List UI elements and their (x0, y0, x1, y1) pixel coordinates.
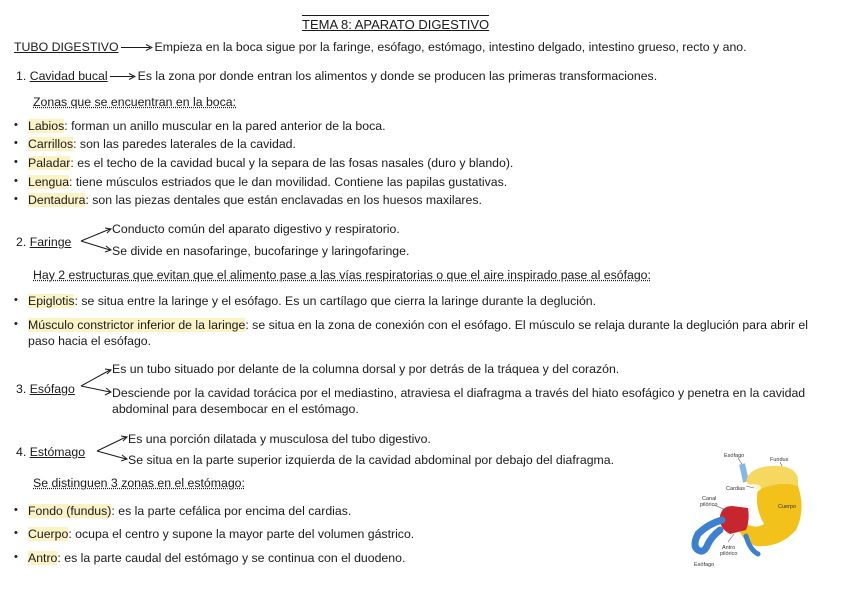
list-item (28, 504, 351, 519)
arrow-right-icon (121, 43, 153, 52)
section-3-branch-1: Es un tubo situado por delante de la columna dorsal y por detrás de la tráquea y del corazón. (112, 362, 620, 376)
item-text: : es la parte cefálica por encima del cardias. (111, 504, 352, 518)
section-2-branch-2: Se divide en nasofaringe, bucofaringe y laringofaringe. (112, 244, 410, 258)
bullet-icon: • (14, 551, 18, 563)
esophagus-shape (742, 464, 746, 482)
label-fundus: Fundus (770, 457, 789, 463)
label-antro-piloric: pilórico (720, 551, 738, 557)
bullet-icon: • (14, 318, 18, 330)
section-3-number: 3. (16, 382, 27, 396)
section-2-label: Faringe (29, 235, 72, 249)
item-term: Músculo constrictor inferior de la laringe (28, 318, 246, 332)
section-2-branch-1: Conducto común del aparato digestivo y respiratorio. (112, 222, 400, 236)
item-text: : ocupa el centro y supone la mayor parte del volumen gástrico. (68, 527, 415, 541)
intro-label: TUBO DIGESTIVO (14, 40, 119, 54)
section-4-label: Estómago (29, 445, 86, 459)
section-1-text: Es la zona por donde entran los alimentos y donde se producen las primeras transformaciones. (137, 69, 658, 83)
list-item (28, 119, 386, 134)
item-term: Carrillos (28, 137, 74, 151)
item-term: Labios (28, 119, 65, 133)
stomach-diagram (684, 450, 834, 574)
label-antro: Antro (722, 545, 736, 551)
section-4-branch-2: Se situa en la parte superior izquierda de la cavidad abdominal por debajo del diafragma. (128, 453, 615, 467)
item-text: : son las paredes laterales de la cavidad. (73, 137, 296, 151)
section-2-number: 2. (16, 235, 27, 249)
arrow-right-icon (110, 72, 136, 81)
intro-line (14, 40, 747, 55)
bullet-icon: • (14, 527, 18, 539)
page-title: TEMA 8: APARATO DIGESTIVO (302, 17, 490, 32)
branch-arrow-icon (80, 226, 114, 256)
section-1-number: 1. (16, 69, 27, 83)
list-item (28, 137, 296, 152)
list-item (28, 551, 405, 566)
label-canal-piloric: pilórico (700, 502, 718, 508)
section-2-heading: Hay 2 estructuras que evitan que el alimento pase a las vías respiratorias o que el aire inspirado pase al esófago: (33, 268, 651, 282)
bullet-icon: • (14, 137, 18, 149)
section-3-branch-2: Desciende por la cavidad torácica por el mediastino, atraviesa el diafragma a través del hiato esofágico y penetra en la cavidad abdominal para desembocar en el estómago. (112, 386, 806, 416)
item-text: : son las piezas dentales que están enclavadas en los huesos maxilares. (85, 193, 482, 207)
list-item (28, 318, 833, 349)
item-text: : se situa en la zona de conexión con el esófago. El músculo se relaja durante la deglución para abrir el paso hacia el esófago. (28, 318, 808, 348)
item-text: : tiene músculos estriados que le dan movilidad. Contiene las papilas gustativas. (69, 175, 508, 189)
bullet-icon: • (14, 119, 18, 131)
label-cardias: Cardias (726, 486, 745, 492)
section-2-header (16, 235, 71, 250)
label-cuerpo: Cuerpo (778, 504, 797, 510)
item-term: Epiglotis (28, 294, 75, 308)
intro-text: Empieza en la boca sigue por la faringe, esófago, estómago, intestino delgado, intestino grueso, recto y ano. (154, 40, 747, 54)
item-term: Fondo (fundus) (28, 504, 112, 518)
item-term: Lengua (28, 175, 70, 189)
bullet-icon: • (14, 156, 18, 168)
item-term: Dentadura (28, 193, 86, 207)
bullet-icon: • (14, 504, 18, 516)
section-3-label: Esófago (29, 382, 75, 396)
label-esophagus-top: Esófago (724, 453, 745, 459)
duodenum-shape (695, 520, 722, 551)
section-4-header (16, 445, 85, 460)
label-canal: Canal (702, 496, 717, 502)
bullet-icon: • (14, 294, 18, 306)
list-item (28, 527, 414, 542)
section-1-label: Cavidad bucal (29, 69, 108, 83)
list-item (28, 156, 513, 171)
section-1-zones-heading: Zonas que se encuentran en la boca: (33, 95, 237, 109)
branch-arrow-icon (80, 366, 114, 400)
list-item (28, 175, 507, 190)
bullet-icon: • (14, 193, 18, 205)
branch-arrow-icon (96, 434, 130, 464)
section-4-heading: Se distinguen 3 zonas en el estómago: (33, 476, 245, 490)
section-3-header (16, 382, 75, 397)
item-text: : es la parte caudal del estómago y se continua con el duodeno. (57, 551, 406, 565)
item-text: : es el techo de la cavidad bucal y la separa de las fosas nasales (duro y blando). (70, 156, 514, 170)
label-esophagus-bottom: Esófago (694, 562, 715, 568)
section-4-branch-1: Es una porción dilatada y musculosa del tubo digestivo. (128, 432, 431, 446)
item-text: : forman un anillo muscular en la pared anterior de la boca. (64, 119, 386, 133)
body-shape (740, 484, 802, 546)
section-4-number: 4. (16, 445, 27, 459)
section-1-header (16, 69, 657, 84)
item-term: Antro (28, 551, 58, 565)
list-item (28, 294, 596, 309)
item-term: Paladar (28, 156, 71, 170)
bullet-icon: • (14, 175, 18, 187)
item-text: : se situa entre la laringe y el esófago. Es un cartílago que cierra la laringe durante la deglución. (74, 294, 597, 308)
item-term: Cuerpo (28, 527, 69, 541)
list-item (28, 193, 482, 208)
